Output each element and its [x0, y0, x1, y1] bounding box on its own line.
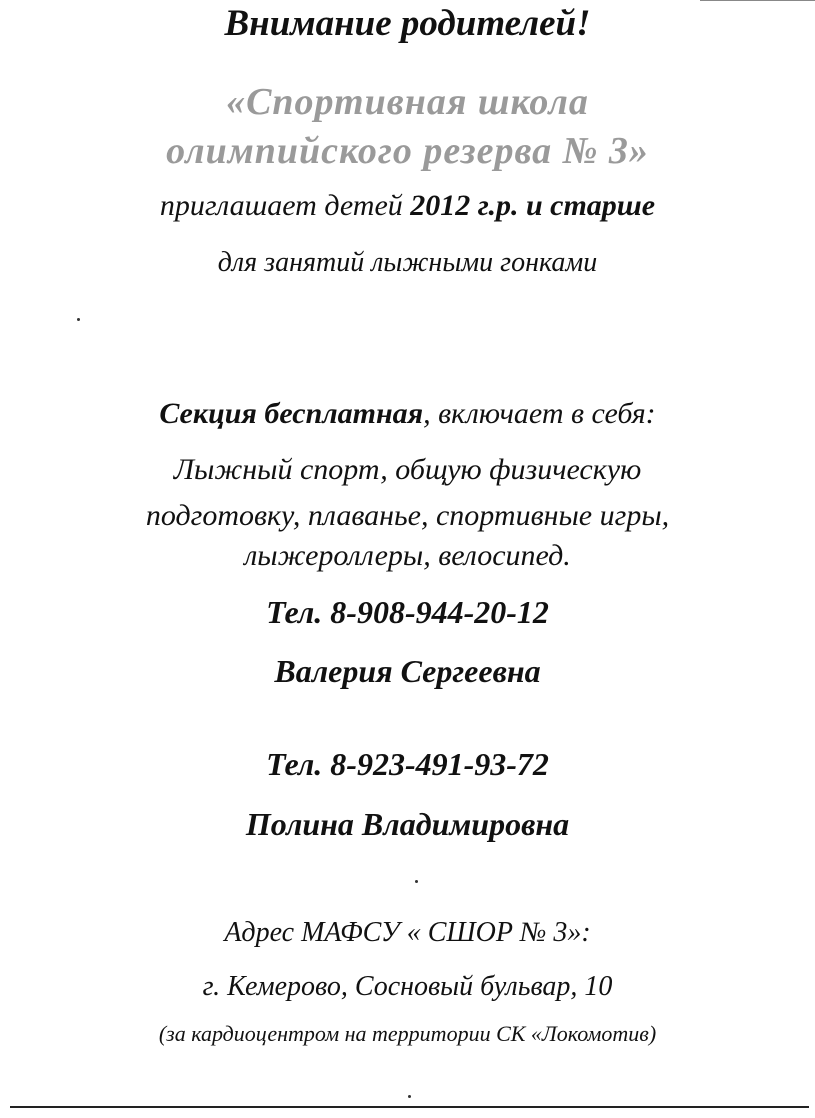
address-street: г. Кемерово, Сосновый бульвар, 10	[202, 971, 613, 1002]
scan-speck	[415, 880, 418, 883]
section-heading	[0, 397, 815, 431]
invitation-prefix: приглашает детей	[159, 189, 403, 222]
section-free-label: Секция бесплатная	[159, 397, 424, 430]
invitation-line	[0, 189, 815, 223]
notice-title: Внимание родителей!	[224, 3, 591, 44]
includes-line-2: подготовку, плаванье, спортивные игры,	[145, 499, 670, 532]
address-label: Адрес МАФСУ « СШОР № 3»:	[224, 917, 591, 948]
school-name-line-1: «Спортивная школа	[226, 81, 589, 123]
contact-phone-1: Тел. 8-908-944-20-12	[266, 594, 549, 630]
includes-line-3: лыжероллеры, велосипед.	[244, 539, 571, 572]
school-name-line-2: олимпийского резерва № 3»	[166, 130, 649, 172]
bottom-scan-edge	[10, 1106, 809, 1108]
includes-line-1: Лыжный спорт, общую физическую	[173, 453, 642, 486]
address-note: (за кардиоцентром на территории СК «Локомотив)	[158, 1021, 657, 1046]
scan-speck	[77, 318, 80, 321]
invitation-age: 2012 г.р. и старше	[410, 189, 656, 222]
purpose-line: для занятий лыжными гонками	[217, 247, 598, 278]
section-includes-label: , включает в себя:	[423, 397, 656, 430]
contact-name-1: Валерия Сергеевна	[274, 653, 541, 689]
scan-speck	[408, 1095, 411, 1098]
contact-phone-2: Тел. 8-923-491-93-72	[266, 746, 549, 782]
top-scan-edge	[700, 0, 815, 1]
contact-name-2: Полина Владимировна	[245, 806, 570, 842]
